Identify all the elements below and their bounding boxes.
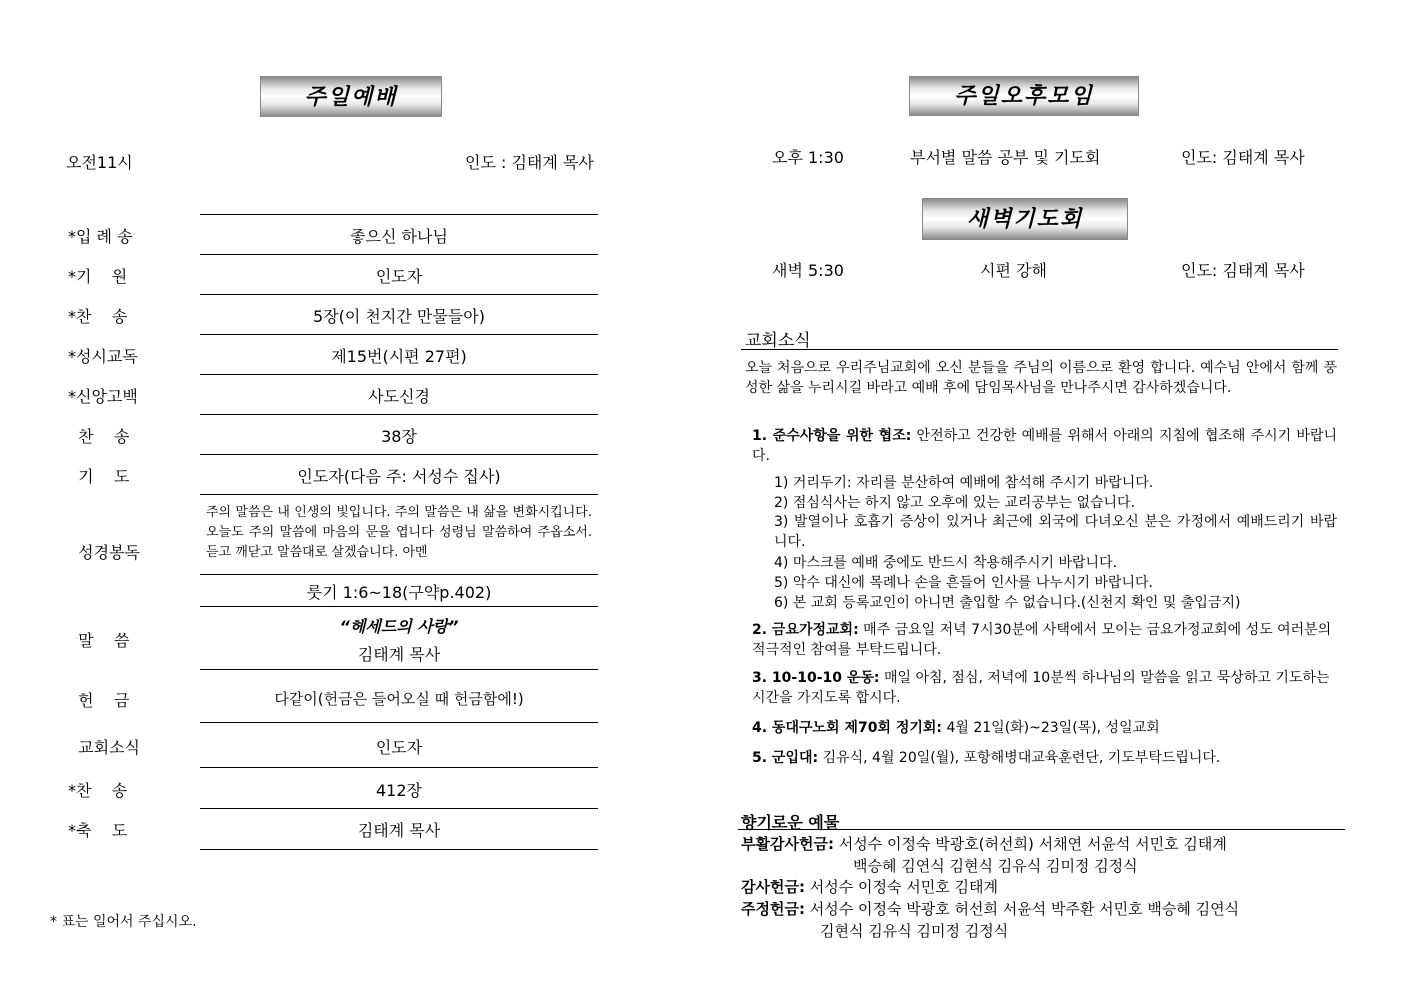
afternoon-desc: 부서별 말씀 공부 및 기도회 (910, 148, 1101, 167)
offering-row (741, 876, 998, 897)
offering-row (741, 898, 1239, 919)
news-item-body: 안전하고 건강한 예배를 위해서 아래의 지침에 협조해 주시기 바랍니다. (752, 428, 1337, 464)
news-item (752, 717, 1160, 737)
news-item-head: 2. 금요가정교회: (752, 622, 859, 638)
order-value: 다같이(헌금은 들어오실 때 헌금함에!) (274, 690, 524, 708)
news-subitem: 6) 본 교회 등록교인이 아니면 출입할 수 없습니다.(신천지 확인 및 출입금지) (774, 595, 1241, 611)
news-item (752, 668, 1337, 708)
offering-head: 주정헌금: (741, 900, 805, 918)
afternoon-leader: 인도: 김태계 목사 (1181, 148, 1305, 167)
worship-time: 오전11시 (66, 153, 133, 172)
dawn-title: 새벽기도회 (922, 198, 1128, 240)
order-label: *축 도 (68, 821, 128, 840)
news-item (752, 620, 1337, 660)
order-value: 38장 (381, 427, 417, 446)
dawn-leader: 인도: 김태계 목사 (1181, 261, 1305, 280)
dawn-time: 새벽 5:30 (772, 261, 844, 280)
news-item (752, 426, 1337, 466)
order-label: *기 원 (68, 267, 128, 286)
news-item-body: 김유식, 4월 20일(월), 포항해병대교육훈련단, 기도부탁드립니다. (822, 750, 1221, 766)
order-value: 사도신경 (368, 387, 430, 406)
order-value: 412장 (376, 781, 422, 800)
offering-title: 향기로운 예물 (741, 813, 840, 832)
order-value: 인도자(다음 주: 서성수 집사) (297, 467, 501, 486)
news-title: 교회소식 (745, 331, 811, 351)
news-item-body: 4월 21일(화)~23일(목), 성일교회 (946, 720, 1160, 736)
order-label: 헌 금 (68, 691, 130, 710)
sermon-title: “헤세드의 사랑” (339, 617, 459, 636)
news-subitem: 4) 마스크를 예배 중에도 반드시 착용해주시기 바랍니다. (774, 555, 1118, 571)
offering-head: 부활감사헌금: (741, 835, 834, 853)
order-value: 좋으신 하나님 (350, 227, 448, 246)
worship-leader: 인도 : 김태계 목사 (465, 153, 594, 172)
offering-head: 감사헌금: (741, 878, 805, 896)
order-label: 찬 송 (68, 427, 130, 446)
order-label: 교회소식 (68, 738, 140, 757)
news-item-head: 4. 동대구노회 제70회 정기회: (752, 720, 943, 736)
order-label: *신앙고백 (68, 387, 138, 406)
order-value: 5장(이 천지간 만물들아) (313, 307, 485, 326)
news-item-head: 3. 10-10-10 운동: (752, 670, 880, 686)
news-item-head: 5. 군입대: (752, 750, 819, 766)
news-intro: 오늘 처음으로 우리주님교회에 오신 분들을 주님의 이름으로 환영 합니다. 예수님 안에서 함께 풍성한 삶을 누리시길 바라고 예배 후에 담임목사님을 만나주시면 감사하겠습니다. (745, 360, 1337, 396)
news-item-head: 1. 준수사항을 위한 협조: (752, 428, 912, 444)
dawn-desc: 시편 강해 (980, 261, 1047, 280)
standing-footnote: * 표는 일어서 주십시오. (50, 914, 197, 930)
afternoon-title: 주일오후모임 (909, 76, 1139, 116)
order-value: 제15번(시편 27편) (331, 347, 467, 366)
sermon-preacher: 김태계 목사 (357, 645, 441, 664)
news-subitem: 2) 점심식사는 하지 않고 오후에 있는 교리공부는 없습니다. (774, 495, 1136, 511)
order-label: *찬 송 (68, 781, 128, 800)
order-value: 인도자 (375, 267, 423, 286)
order-label: 말 씀 (68, 631, 130, 650)
news-subitem: 1) 거리두기: 자리를 분산하여 예배에 참석해 주시기 바랍니다. (774, 475, 1154, 491)
offering-names: 서성수 이정숙 서민호 김태계 (809, 878, 998, 896)
scripture-reference: 룻기 1:6~18(구약p.402) (306, 583, 492, 602)
news-subitem: 3) 발열이나 호흡기 증상이 있거나 최근에 외국에 다녀오신 분은 가정에서 예배드리기 바랍니다. (774, 514, 1337, 550)
order-value: 김태계 목사 (357, 821, 441, 840)
offering-names: 서성수 이정숙 박광호(허선희) 서채연 서윤석 서민호 김태계 (838, 835, 1227, 853)
afternoon-time: 오후 1:30 (772, 148, 844, 167)
news-item-body: 매일 아침, 점심, 저녁에 10분씩 하나님의 말씀을 읽고 묵상하고 기도하는 시간을 가지도록 합시다. (752, 670, 1330, 706)
offering-names-cont: 김현식 김유식 김미정 김정식 (820, 922, 1009, 940)
order-label: *성시교독 (68, 347, 138, 366)
order-label: 기 도 (68, 467, 130, 486)
news-subitem: 5) 악수 대신에 목례나 손을 흔들어 인사를 나누시기 바랍니다. (774, 575, 1153, 591)
offering-names: 서성수 이정숙 박광호 허선희 서윤석 박주환 서민호 백승혜 김연식 (809, 900, 1240, 918)
worship-title: 주일예배 (260, 76, 442, 117)
offering-names-cont: 백승혜 김연식 김현식 김유식 김미정 김정식 (853, 857, 1138, 875)
order-label: 성경봉독 (68, 543, 140, 562)
order-label: *찬 송 (68, 307, 128, 326)
offering-row (741, 833, 1227, 854)
news-item-body: 매주 금요일 저녁 7시30분에 사택에서 모이는 금요가정교회에 성도 여러분의 적극적인 참여를 부탁드립니다. (752, 622, 1332, 658)
order-label: *입 례 송 (68, 227, 133, 246)
scripture-prayer: 주의 말씀은 내 인생의 빛입니다. 주의 말씀은 내 삶을 변화시킵니다. 오늘도 주의 말씀에 마음의 문을 엽니다 성령님 말씀하여 주옵소서. 듣고 깨닫고 말씀대로 살겠습니다. 아멘 (206, 505, 592, 560)
order-value: 인도자 (375, 738, 423, 757)
news-item (752, 747, 1220, 767)
